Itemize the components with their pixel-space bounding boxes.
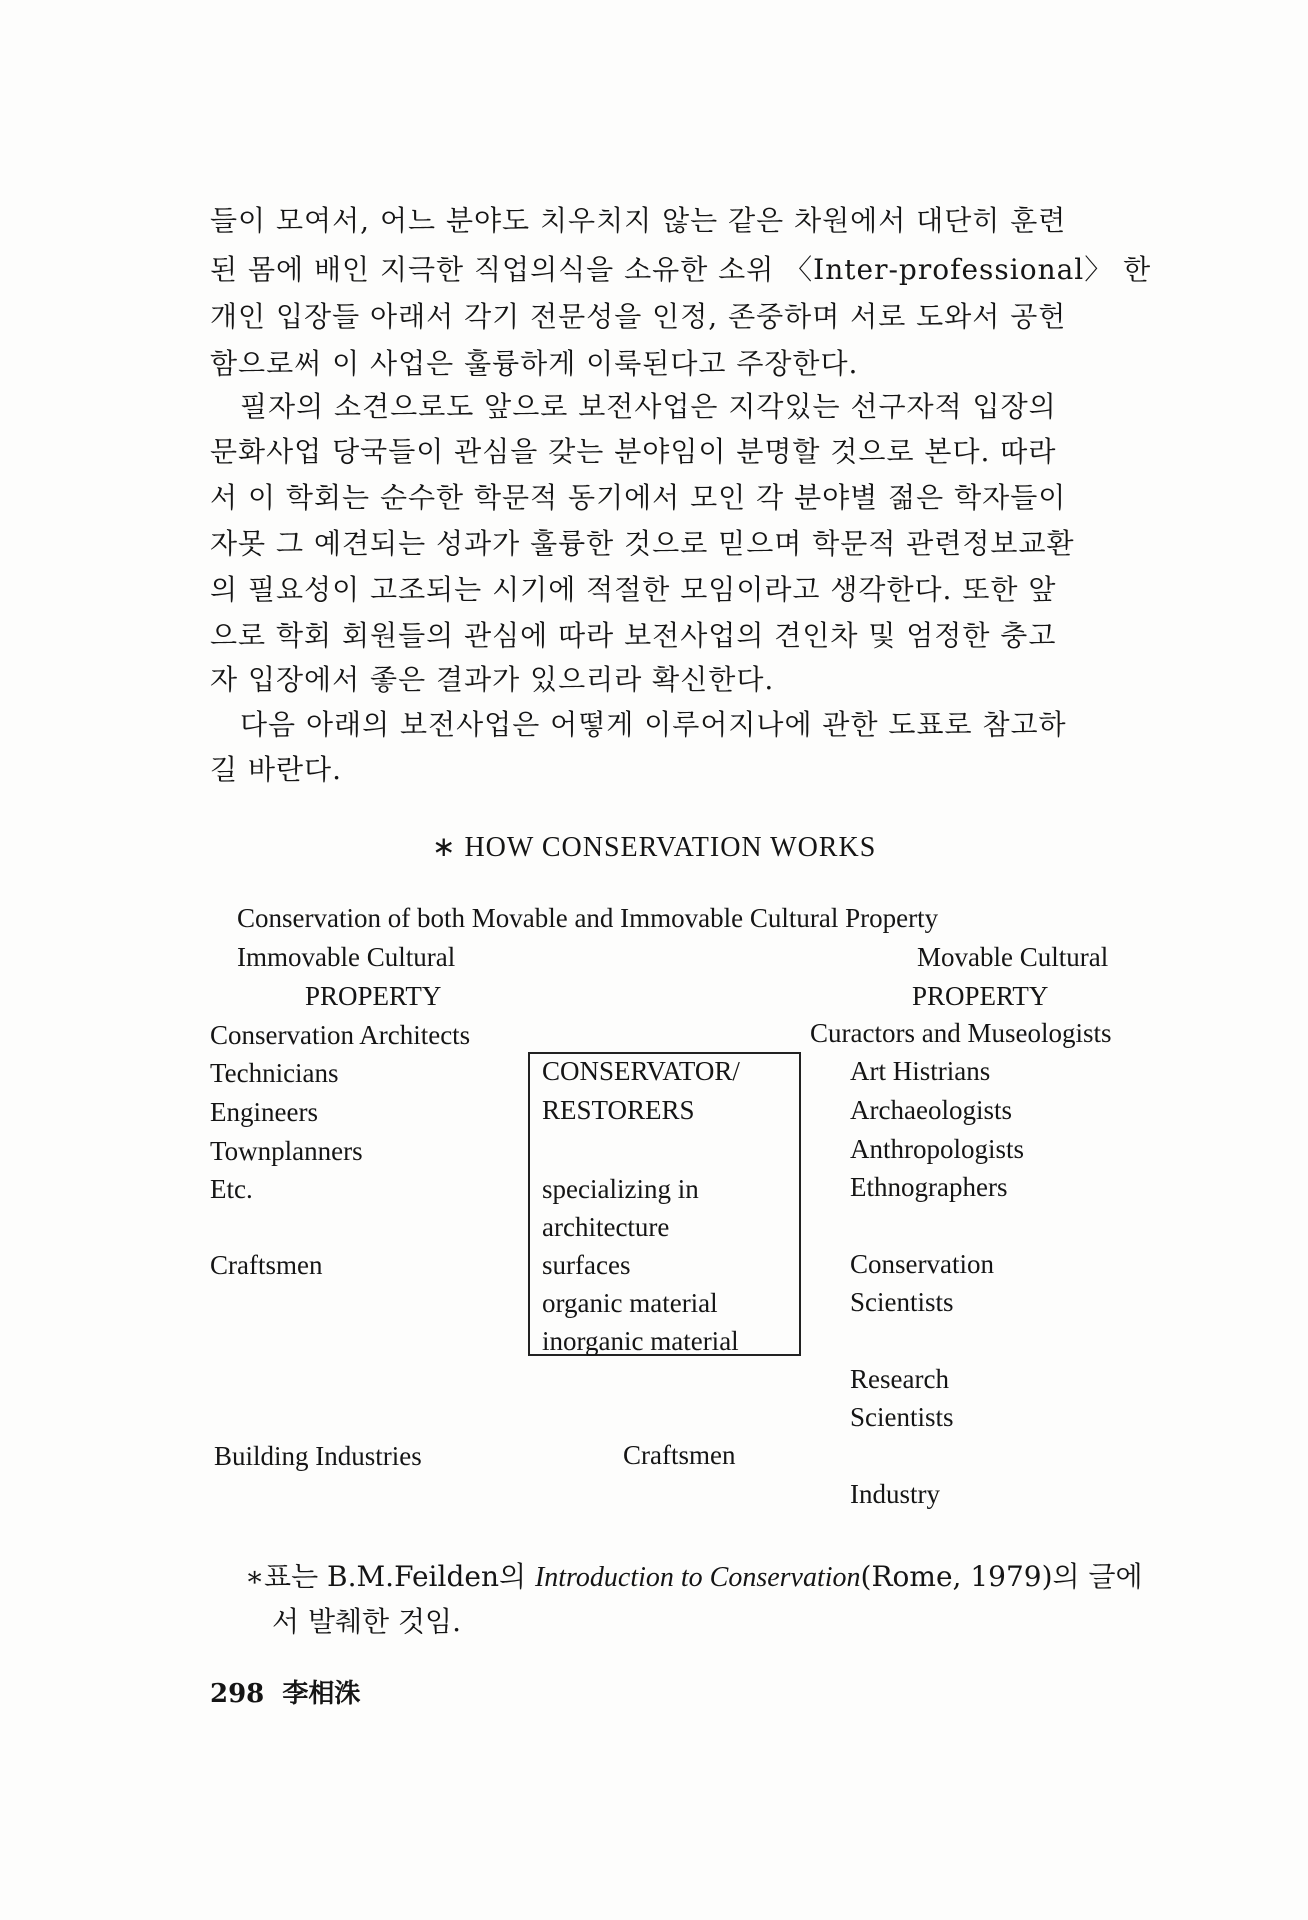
box-title: CONSERVATOR/ [542, 1056, 740, 1086]
page-footer [210, 1673, 360, 1710]
left-heading: Immovable Cultural [237, 942, 456, 972]
footnote-line-2: 서 발췌한 것임. [272, 1605, 461, 1638]
right-research-scientists: Scientists [850, 1402, 954, 1432]
text-line: 된 몸에 배인 지극한 직업의식을 소유한 소위 〈Inter-professional〉 한 [210, 253, 1152, 286]
right-list-item: Archaeologists [850, 1095, 1012, 1125]
author-name: 李相洙 [282, 1679, 361, 1709]
text-line: 서 이 학회는 순수한 학문적 동기에서 모인 각 분야별 젊은 학자들이 [210, 481, 1067, 514]
left-top-item: Conservation Architects [210, 1020, 471, 1050]
box-item: architecture [542, 1212, 670, 1242]
box-title-2: RESTORERS [542, 1095, 695, 1125]
text-line: 의 필요성이 고조되는 시기에 적절한 모임이라고 생각한다. 또한 앞 [210, 573, 1057, 606]
bottom-left-item: Building Industries [214, 1441, 422, 1471]
footnote-suffix: (Rome, 1979)의 글에 [860, 1560, 1143, 1593]
page-number: 298 [210, 1679, 265, 1709]
right-conservation: Conservation [850, 1249, 994, 1279]
bottom-center-item: Craftsmen [623, 1440, 736, 1470]
left-list-item: Townplanners [210, 1136, 363, 1166]
footnote [245, 1555, 1143, 1595]
right-top-item: Curactors and Museologists [810, 1018, 1112, 1048]
box-item: surfaces [542, 1250, 631, 1280]
left-list-item: Etc. [210, 1174, 253, 1204]
footnote-prefix: ∗표는 B.M.Feilden의 [245, 1560, 535, 1593]
right-research: Research [850, 1364, 949, 1394]
box-item: organic material [542, 1288, 718, 1318]
left-list-item: Technicians [210, 1058, 339, 1088]
left-heading-property: PROPERTY [305, 981, 442, 1011]
text-line: 으로 학회 회원들의 관심에 따라 보전사업의 견인차 및 엄정한 충고 [210, 619, 1057, 652]
text-line: 함으로써 이 사업은 훌륭하게 이룩된다고 주장한다. [210, 347, 859, 380]
text-line: 자 입장에서 좋은 결과가 있으리라 확신한다. [210, 663, 775, 696]
text-line: 들이 모여서, 어느 분야도 치우치지 않는 같은 차원에서 대단히 훈련 [210, 204, 1067, 237]
box-item: inorganic material [542, 1326, 739, 1356]
text-line: 길 바란다. [210, 753, 342, 786]
right-list-item: Anthropologists [850, 1134, 1025, 1164]
right-list-item: Ethnographers [850, 1172, 1008, 1202]
right-industry: Industry [850, 1479, 940, 1509]
text-line: 개인 입장들 아래서 각기 전문성을 인정, 존중하며 서로 도와서 공헌 [210, 300, 1067, 333]
left-list-item: Engineers [210, 1097, 318, 1127]
right-heading: Movable Cultural [917, 942, 1109, 972]
text-line: 문화사업 당국들이 관심을 갖는 분야임이 분명할 것으로 본다. 따라 [210, 435, 1057, 468]
right-heading-property: PROPERTY [912, 981, 1049, 1011]
right-conservation-scientists: Scientists [850, 1287, 954, 1317]
right-list-item: Art Histrians [850, 1056, 991, 1086]
box-item: specializing in [542, 1174, 699, 1204]
footnote-book-title: Introduction to Conservation [534, 1562, 861, 1593]
text-line: 필자의 소견으로도 앞으로 보전사업은 지각있는 선구자적 입장의 [240, 390, 1057, 423]
diagram-title: ∗ HOW CONSERVATION WORKS [432, 832, 877, 863]
text-line: 다음 아래의 보전사업은 어떻게 이루어지나에 관한 도표로 참고하 [240, 708, 1067, 741]
text-line: 자못 그 예견되는 성과가 훌륭한 것으로 믿으며 학문적 관련정보교환 [210, 527, 1075, 560]
diagram-header: Conservation of both Movable and Immovable Cultural Property [237, 903, 939, 933]
left-craftsmen: Craftsmen [210, 1250, 323, 1280]
